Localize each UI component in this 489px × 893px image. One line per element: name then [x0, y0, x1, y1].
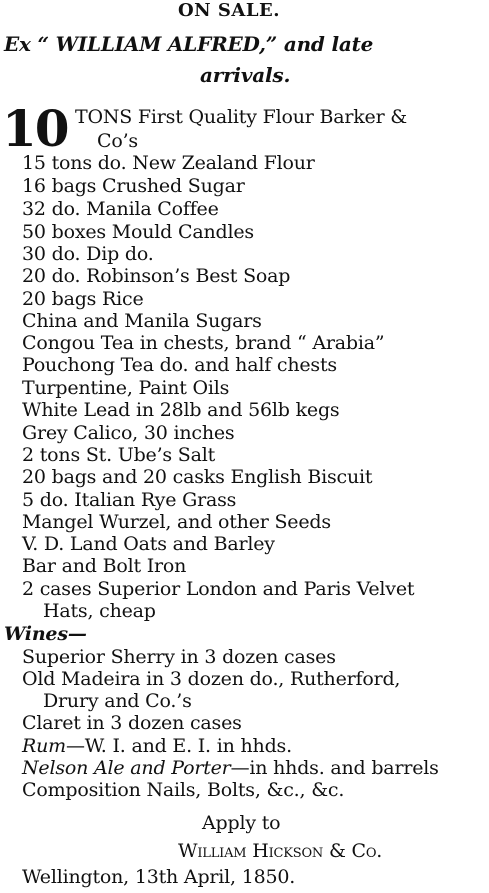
item-line: 20 do. Robinson’s Best Soap: [22, 265, 291, 287]
item-line: 2 tons St. Ube’s Salt: [22, 444, 216, 466]
rum-line: [22, 735, 292, 757]
item-line: Congou Tea in chests, brand “ Arabia”: [22, 332, 385, 354]
rum-text: —W. I. and E. I. in hhds.: [65, 735, 292, 757]
merchant-name: William Hickson & Co.: [178, 840, 383, 862]
date-line: Wellington, 13th April, 1850.: [22, 866, 296, 888]
item-line: 20 bags and 20 casks English Biscuit: [22, 466, 373, 488]
item-line: 50 boxes Mould Candles: [22, 221, 254, 243]
item-line: 5 do. Italian Rye Grass: [22, 489, 237, 511]
item-line: 15 tons do. New Zealand Flour: [22, 152, 315, 174]
item-line: Grey Calico, 30 inches: [22, 422, 235, 444]
item-line: China and Manila Sugars: [22, 310, 262, 332]
wines-label: Wines—: [4, 623, 87, 645]
nelson-label: Nelson Ale and Porter: [22, 757, 231, 779]
nelson-text: —in hhds. and barrels: [230, 757, 439, 779]
item-line: Pouchong Tea do. and half chests: [22, 354, 337, 376]
item-line: 20 bags Rice: [22, 288, 144, 310]
item-line: 30 do. Dip do.: [22, 243, 154, 265]
item-line: Turpentine, Paint Oils: [22, 377, 230, 399]
item-line: Hats, cheap: [43, 600, 156, 622]
item-line: V. D. Land Oats and Barley: [22, 533, 275, 555]
ex-ship-line: Ex “ WILLIAM ALFRED,” and late: [4, 32, 374, 56]
wine-line: Drury and Co.’s: [43, 690, 192, 712]
composition-line: Composition Nails, Bolts, &c., &c.: [22, 779, 345, 801]
arrivals-line: arrivals.: [200, 63, 291, 87]
wine-line: Claret in 3 dozen cases: [22, 712, 242, 734]
first-item-line-1: TONS First Quality Flour Barker &: [75, 106, 408, 128]
wine-line: Superior Sherry in 3 dozen cases: [22, 646, 336, 668]
nelson-line: [22, 757, 439, 779]
item-line: White Lead in 28lb and 56lb kegs: [22, 399, 340, 421]
rum-label: Rum: [22, 735, 66, 757]
item-line: Bar and Bolt Iron: [22, 555, 187, 577]
item-line: Mangel Wurzel, and other Seeds: [22, 511, 331, 533]
item-line: 32 do. Manila Coffee: [22, 198, 219, 220]
on-sale-heading: ON SALE.: [178, 0, 281, 21]
item-line: 16 bags Crushed Sugar: [22, 175, 245, 197]
wine-line: Old Madeira in 3 dozen do., Rutherford,: [22, 668, 401, 690]
apply-to: Apply to: [202, 812, 281, 834]
first-item-line-2: Co’s: [97, 130, 138, 152]
big-number-ten: 10: [2, 99, 68, 158]
item-line: 2 cases Superior London and Paris Velvet: [22, 578, 415, 600]
